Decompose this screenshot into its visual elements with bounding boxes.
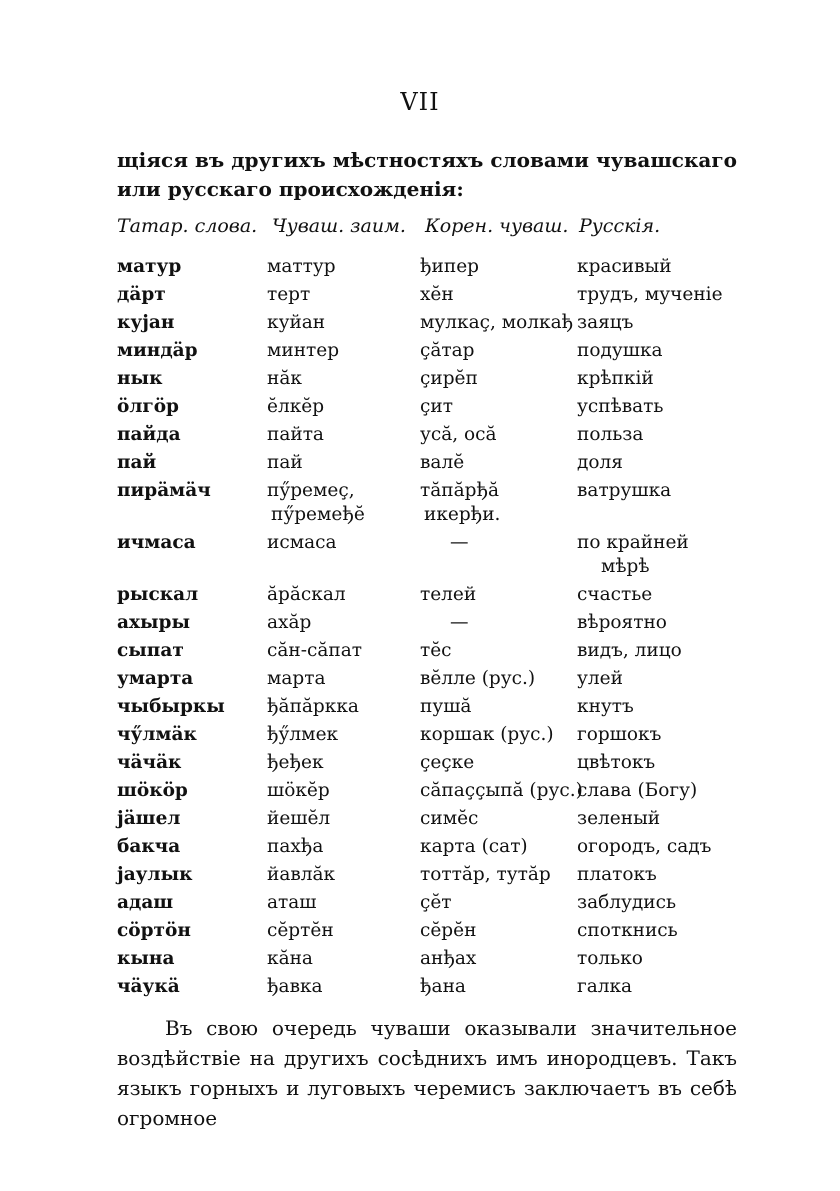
chuvash-native-word: çеçке [420, 752, 475, 773]
chuvash-loan-word: ăрăскал [267, 584, 346, 605]
tatar-word: пайда [117, 424, 181, 445]
tatar-word: чӳлмäк [117, 724, 197, 745]
chuvash-loan-word: марта [267, 668, 326, 689]
russian-word: трудъ, мученіе [577, 284, 723, 305]
chuvash-loan-word: сăн-сăпат [267, 640, 362, 661]
chuvash-loan-word: ђăпăркка [267, 696, 359, 717]
tatar-word: ичмаса [117, 532, 196, 553]
russian-word: галка [577, 976, 633, 997]
chuvash-native-word: — [450, 612, 469, 633]
chuvash-native-word: сĕрĕн [420, 920, 477, 941]
chuvash-native-word: анђах [420, 948, 477, 969]
russian-word: крѣпкій [577, 368, 654, 389]
tatar-word: рыскал [117, 584, 199, 605]
russian-word: видъ, лицо [577, 640, 682, 661]
tatar-word: кына [117, 948, 175, 969]
russian-word: горшокъ [577, 724, 662, 745]
russian-word: зеленый [577, 808, 661, 829]
russian-word: улей [577, 668, 623, 689]
header-tatar: Татар. слова. [117, 215, 258, 237]
tatar-word: адаш [117, 892, 174, 913]
chuvash-loan-word: ђӳлмек [267, 724, 339, 745]
header-russian: Русскія. [579, 215, 661, 237]
tatar-word: јаулык [117, 864, 193, 885]
russian-word: успѣвать [577, 396, 664, 417]
russian-word: польза [577, 424, 644, 445]
tatar-word: кујан [117, 312, 175, 333]
tatar-word: сӧртӧн [117, 920, 191, 941]
chuvash-loan-word: аташ [267, 892, 317, 913]
tatar-word: јäшел [117, 808, 181, 829]
chuvash-native-word: çирĕп [420, 368, 478, 389]
chuvash-native-word: валĕ [420, 452, 465, 473]
chuvash-native-word: тĕс [420, 640, 452, 661]
russian-word: ватрушка [577, 480, 672, 501]
header-chuvash-native: Корен. чуваш. [425, 215, 569, 237]
header-chuvash-loan: Чуваш. заим. [272, 215, 406, 237]
chuvash-native-word: вĕлле (рус.) [420, 668, 536, 689]
chuvash-native-word: сăпаççыпă (рус.) [420, 780, 583, 801]
russian-word: заблудись [577, 892, 677, 913]
russian-word: кнутъ [577, 696, 634, 717]
russian-word: цвѣтокъ [577, 752, 656, 773]
chuvash-loan-word: терт [267, 284, 311, 305]
tatar-word: чäчäк [117, 752, 182, 773]
russian-word: только [577, 948, 643, 969]
closing-text: Въ свою очередь чуваши оказывали значительное воздѣйствіе на другихъ сосѣднихъ имъ инородцевъ. Такъ языкъ горныхъ и луговыхъ черемисъ заключаетъ въ себѣ огромное [117, 1016, 737, 1130]
chuvash-loan-word: ђавка [267, 976, 323, 997]
closing-paragraph [117, 1013, 737, 1133]
chuvash-loan-word: ĕлкĕр [267, 396, 325, 417]
tatar-word: шӧкӧр [117, 780, 188, 801]
chuvash-loan-word: шӧкĕр [267, 780, 330, 801]
chuvash-loan-word: минтер [267, 340, 340, 361]
chuvash-loan-word: пайта [267, 424, 324, 445]
tatar-word: умарта [117, 668, 194, 689]
chuvash-native-word: çĕт [420, 892, 452, 913]
chuvash-native-word: çăтар [420, 340, 475, 361]
tatar-word: матур [117, 256, 182, 277]
chuvash-native-word: ђипер [420, 256, 479, 277]
chuvash-native-word: симĕс [420, 808, 479, 829]
chuvash-loan-word: маттур [267, 256, 336, 277]
chuvash-loan-word: йешĕл [267, 808, 331, 829]
russian-word: подушка [577, 340, 663, 361]
chuvash-loan-word: йавлăк [267, 864, 336, 885]
tatar-word: чäукä [117, 976, 180, 997]
chuvash-native-word: телей [420, 584, 477, 605]
russian-word: по крайней мѣрѣ [577, 532, 689, 577]
russian-word: огородъ, садъ [577, 836, 712, 857]
chuvash-loan-word: кăна [267, 948, 313, 969]
chuvash-native-word: — [450, 532, 469, 553]
chuvash-loan-word: пай [267, 452, 303, 473]
tatar-word: ӧлгӧр [117, 396, 179, 417]
tatar-word: бакча [117, 836, 181, 857]
russian-word: платокъ [577, 864, 657, 885]
chuvash-loan-word: ахăр [267, 612, 312, 633]
chuvash-native-word: хĕн [420, 284, 454, 305]
chuvash-native-word: карта (сат) [420, 836, 528, 857]
tatar-word: пирäмäч [117, 480, 211, 501]
tatar-word: миндäр [117, 340, 198, 361]
tatar-word: ахыры [117, 612, 191, 633]
chuvash-native-word: усă, осă [420, 424, 497, 445]
chuvash-loan-word: пахђа [267, 836, 324, 857]
chuvash-loan-word: ђеђек [267, 752, 324, 773]
tatar-word: дäрт [117, 284, 166, 305]
chuvash-native-word: мулкаç, молкађ [420, 312, 574, 333]
chuvash-loan-word: нăк [267, 368, 302, 389]
chuvash-native-word: çит [420, 396, 453, 417]
chuvash-native-word: пушă [420, 696, 472, 717]
russian-word: заяцъ [577, 312, 634, 333]
russian-word: вѣроятно [577, 612, 667, 633]
chuvash-loan-word: сĕртĕн [267, 920, 334, 941]
tatar-word: чыбыркы [117, 696, 225, 717]
chuvash-native-word: тоттăр, тутăр [420, 864, 551, 885]
chuvash-loan-word: куйан [267, 312, 326, 333]
chuvash-native-word: ђана [420, 976, 466, 997]
chuvash-loan-word: пӳремеç, пӳремеђĕ [267, 480, 365, 525]
russian-word: слава (Богу) [577, 780, 698, 801]
russian-word: счастье [577, 584, 653, 605]
chuvash-loan-word: исмаса [267, 532, 337, 553]
tatar-word: сыпат [117, 640, 184, 661]
intro-paragraph: щіяся въ другихъ мѣстностяхъ словами чувашскаго или русскаго происхожденія: [117, 148, 737, 201]
russian-word: доля [577, 452, 623, 473]
chuvash-native-word: тăпăрђă икерђи. [420, 480, 501, 525]
russian-word: красивый [577, 256, 672, 277]
page-number: VII [400, 88, 440, 116]
russian-word: споткнись [577, 920, 678, 941]
chuvash-native-word: коршак (рус.) [420, 724, 554, 745]
tatar-word: нык [117, 368, 163, 389]
tatar-word: пай [117, 452, 157, 473]
